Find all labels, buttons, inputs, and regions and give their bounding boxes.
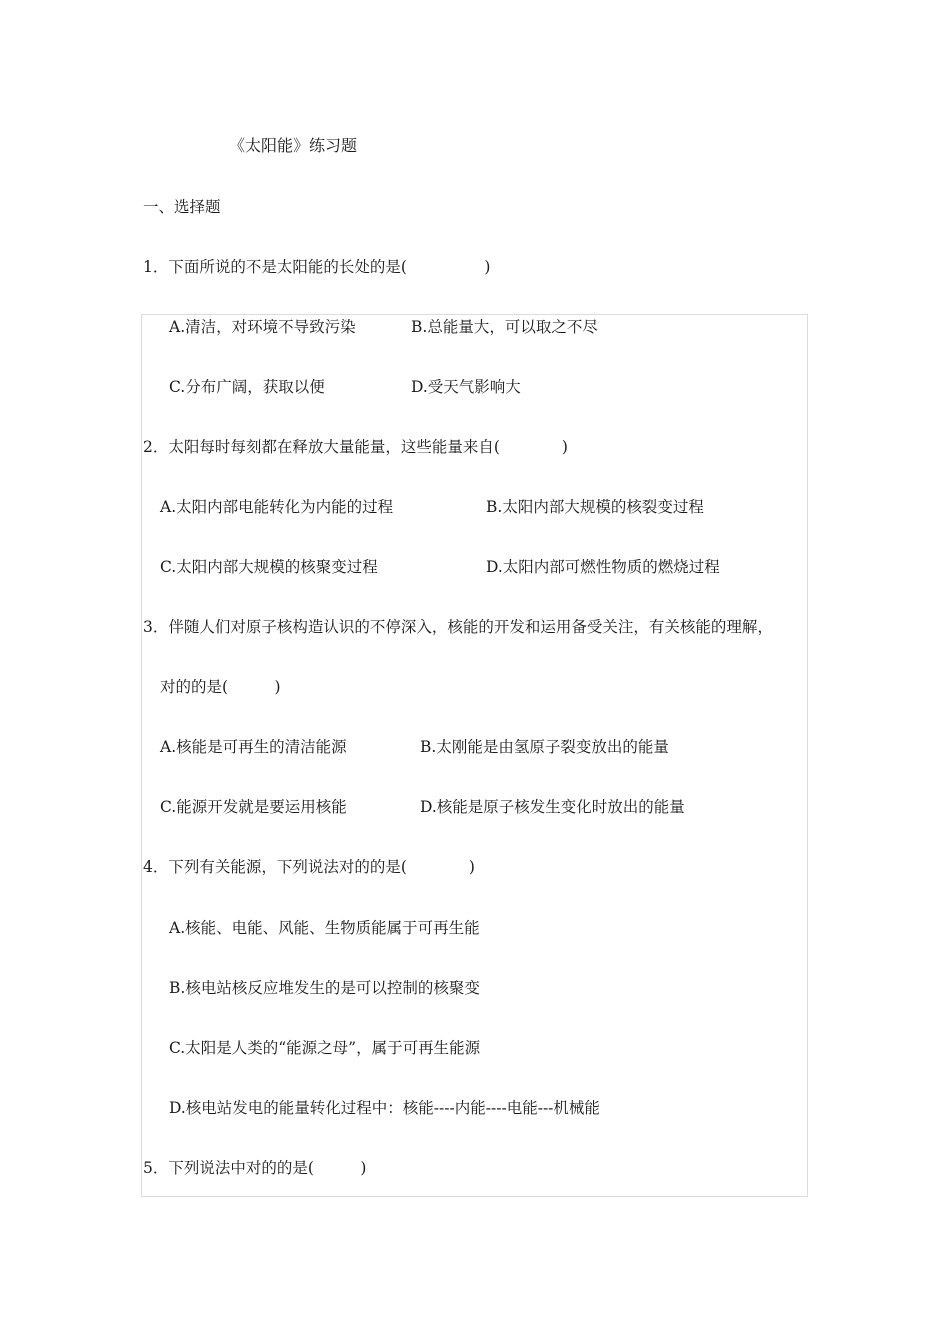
option-b: B.总能量大，可以取之不尽 xyxy=(411,318,598,336)
option-c: C.太阳内部大规模的核聚变过程 xyxy=(160,558,378,576)
option-b: B.太刚能是由氢原子裂变放出的能量 xyxy=(420,738,669,756)
question-stem: 1．下面所说的不是太阳能的长处的是( ) xyxy=(143,258,491,276)
option-d: D.核能是原子核发生变化时放出的能量 xyxy=(420,798,685,816)
question-stem: 3．伴随人们对原子核构造认识的不停深入，核能的开发和运用备受关注，有关核能的理解， xyxy=(143,618,773,636)
section-heading: 一、选择题 xyxy=(143,198,221,216)
option-d: D.受天气影响大 xyxy=(411,378,521,396)
question-stem: 4．下列有关能源，下列说法对的的是( ) xyxy=(143,858,475,876)
option-a: A.太阳内部电能转化为内能的过程 xyxy=(160,498,394,516)
question-stem: 2．太阳每时每刻都在释放大量能量，这些能量来自( ) xyxy=(143,438,568,456)
option-c: C.太阳是人类的“能源之母”，属于可再生能源 xyxy=(169,1039,481,1057)
question-stem-continued: 对的的是( ) xyxy=(160,678,281,696)
option-d: D.太阳内部可燃性物质的燃烧过程 xyxy=(486,558,720,576)
option-b: B.核电站核反应堆发生的是可以控制的核聚变 xyxy=(169,979,480,997)
question-stem: 5．下列说法中对的的是( ) xyxy=(143,1159,367,1177)
option-c: C.能源开发就是要运用核能 xyxy=(160,798,347,816)
option-d: D.核电站发电的能量转化过程中：核能----内能----电能---机械能 xyxy=(169,1099,600,1117)
option-c: C.分布广阔，获取以便 xyxy=(169,378,325,396)
option-b: B.太阳内部大规模的核裂变过程 xyxy=(486,498,704,516)
page-title: 《太阳能》练习题 xyxy=(229,136,358,155)
option-a: A.核能、电能、风能、生物质能属于可再生能 xyxy=(169,919,480,937)
option-a: A.清洁，对环境不导致污染 xyxy=(169,318,356,336)
option-a: A.核能是可再生的清洁能源 xyxy=(160,738,347,756)
